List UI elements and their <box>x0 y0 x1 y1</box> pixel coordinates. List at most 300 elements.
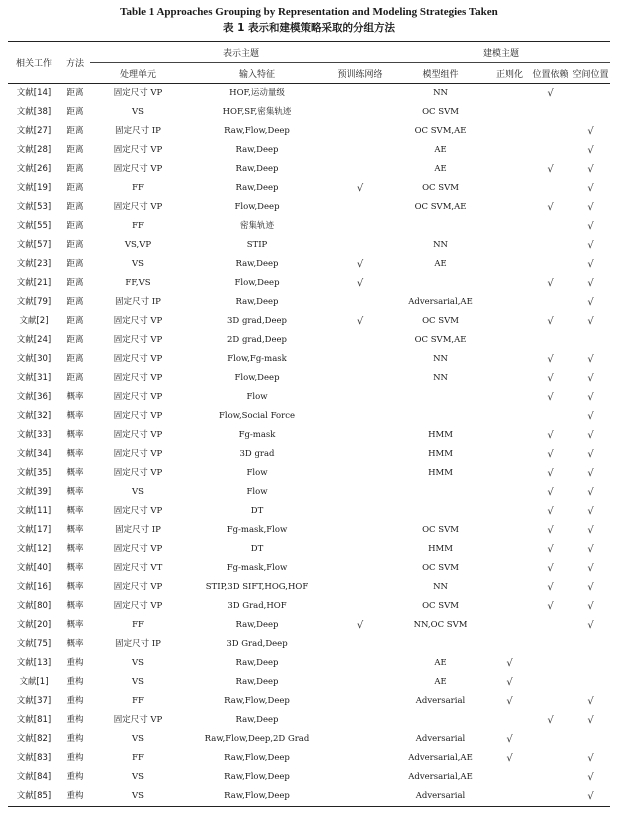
cell-processing-unit: VS <box>132 677 144 687</box>
cell-spatial-position: √ <box>587 278 594 289</box>
cell-spatial-position: √ <box>587 354 594 365</box>
cell-reference: 文献[31] <box>16 373 52 383</box>
cell-processing-unit: VS,VP <box>124 240 152 250</box>
cell-method: 概率 <box>66 544 84 554</box>
table-row <box>8 711 610 730</box>
cell-regularization: √ <box>506 734 513 745</box>
cell-spatial-position: √ <box>587 297 594 308</box>
cell-reference: 文献[11] <box>16 506 52 516</box>
cell-pretrained <box>328 578 392 597</box>
cell-reference: 文献[37] <box>16 696 52 706</box>
cell-model-component: NN <box>433 240 448 250</box>
table-row <box>8 787 610 807</box>
cell-processing-unit: VS <box>132 734 144 744</box>
cell-method: 重构 <box>66 658 84 668</box>
cell-spatial-position: √ <box>587 715 594 726</box>
cell-input-feature: Raw,Deep <box>235 145 279 155</box>
cell-method: 概率 <box>66 430 84 440</box>
cell-reference: 文献[24] <box>16 335 52 345</box>
table-row <box>8 255 610 274</box>
table-row <box>8 483 610 502</box>
cell-position-dependence: √ <box>547 506 554 517</box>
table-row <box>8 312 610 331</box>
table-row <box>8 426 610 445</box>
cell-method: 概率 <box>66 620 84 630</box>
cell-processing-unit: 固定尺寸 VP <box>113 354 163 364</box>
cell-position-dependence: √ <box>547 487 554 498</box>
cell-position-dependence <box>530 255 571 274</box>
cell-spatial-position <box>571 635 610 654</box>
cell-pretrained <box>328 293 392 312</box>
cell-pretrained <box>328 160 392 179</box>
cell-input-feature: Raw,Deep <box>235 183 279 193</box>
header-spatial-position: 空间位置 <box>571 63 610 84</box>
cell-input-feature: Raw,Deep <box>235 677 279 687</box>
cell-position-dependence <box>530 407 571 426</box>
cell-spatial-position: √ <box>587 411 594 422</box>
cell-method: 距离 <box>66 373 84 383</box>
cell-reference: 文献[32] <box>16 411 52 421</box>
cell-pretrained <box>328 445 392 464</box>
cell-reference: 文献[23] <box>16 259 52 269</box>
table-row <box>8 179 610 198</box>
cell-position-dependence: √ <box>547 430 554 441</box>
cell-method: 概率 <box>66 582 84 592</box>
cell-method: 距离 <box>66 126 84 136</box>
cell-method: 概率 <box>66 563 84 573</box>
cell-input-feature: Raw,Deep <box>235 297 279 307</box>
cell-reference: 文献[21] <box>16 278 52 288</box>
cell-spatial-position <box>571 654 610 673</box>
cell-spatial-position: √ <box>571 787 610 807</box>
cell-regularization <box>489 464 530 483</box>
cell-spatial-position: √ <box>587 183 594 194</box>
cell-model-component <box>392 388 489 407</box>
cell-regularization <box>489 711 530 730</box>
cell-position-dependence: √ <box>547 373 554 384</box>
cell-pretrained: √ <box>356 278 364 289</box>
cell-processing-unit: FF <box>132 221 144 231</box>
cell-position-dependence: √ <box>547 582 554 593</box>
cell-spatial-position: √ <box>587 392 594 403</box>
header-group-representation: 表示主题 <box>90 42 392 63</box>
cell-method: 距离 <box>66 107 84 117</box>
cell-reference: 文献[84] <box>16 772 52 782</box>
cell-position-dependence <box>530 768 571 787</box>
cell-regularization <box>489 502 530 521</box>
cell-input-feature: Raw,Flow,Deep <box>224 126 290 136</box>
cell-model-component: OC SVM,AE <box>414 202 467 212</box>
cell-position-dependence <box>530 730 571 749</box>
table-row <box>8 768 610 787</box>
cell-reference: 文献[16] <box>16 582 52 592</box>
cell-input-feature: 3D grad <box>239 449 275 459</box>
cell-regularization: √ <box>506 696 513 707</box>
cell-reference: 文献[17] <box>16 525 52 535</box>
cell-position-dependence: √ <box>547 88 554 99</box>
cell-spatial-position: √ <box>587 240 594 251</box>
cell-processing-unit: 固定尺寸 VP <box>113 88 163 98</box>
header-regularization: 正则化 <box>489 63 530 84</box>
cell-regularization <box>489 616 530 635</box>
cell-pretrained <box>328 521 392 540</box>
cell-processing-unit: 固定尺寸 IP <box>115 297 161 307</box>
cell-regularization: √ <box>506 677 513 688</box>
cell-input-feature: Fg-mask,Flow <box>226 563 288 573</box>
cell-pretrained <box>328 635 392 654</box>
cell-model-component: OC SVM,AE <box>414 126 467 136</box>
cell-model-component: AE <box>434 164 447 174</box>
table-row <box>8 236 610 255</box>
cell-regularization <box>489 369 530 388</box>
table-row <box>8 274 610 293</box>
cell-input-feature: HOF,运动量级 <box>229 88 285 98</box>
cell-processing-unit: 固定尺寸 VP <box>113 373 163 383</box>
table-row <box>8 103 610 122</box>
cell-method: 距离 <box>66 240 84 250</box>
cell-processing-unit: FF <box>132 696 144 706</box>
cell-regularization <box>489 141 530 160</box>
cell-processing-unit: 固定尺寸 VP <box>113 544 163 554</box>
cell-pretrained <box>328 483 392 502</box>
cell-spatial-position: √ <box>587 316 594 327</box>
cell-pretrained <box>328 597 392 616</box>
cell-method: 距离 <box>66 202 84 212</box>
cell-spatial-position: √ <box>587 145 594 156</box>
cell-position-dependence: √ <box>547 525 554 536</box>
cell-regularization <box>489 559 530 578</box>
cell-reference: 文献[36] <box>16 392 52 402</box>
cell-spatial-position: √ <box>587 620 594 631</box>
cell-processing-unit: VS <box>132 487 144 497</box>
cell-method: 距离 <box>66 145 84 155</box>
table-row <box>8 730 610 749</box>
cell-regularization <box>489 787 530 807</box>
cell-pretrained <box>328 331 392 350</box>
cell-position-dependence: √ <box>547 468 554 479</box>
cell-position-dependence <box>530 654 571 673</box>
table-row <box>8 445 610 464</box>
cell-reference: 文献[30] <box>16 354 52 364</box>
cell-model-component: NN <box>433 88 448 98</box>
cell-method: 距离 <box>66 183 84 193</box>
cell-spatial-position: √ <box>587 449 594 460</box>
cell-position-dependence: √ <box>547 316 554 327</box>
cell-processing-unit: 固定尺寸 VP <box>113 582 163 592</box>
cell-pretrained <box>328 122 392 141</box>
cell-processing-unit: VS <box>90 787 186 807</box>
cell-model-component: OC SVM <box>422 525 459 535</box>
approaches-table <box>8 41 610 807</box>
cell-method: 重构 <box>66 677 84 687</box>
cell-regularization <box>489 293 530 312</box>
cell-input-feature: STIP,3D SIFT,HOG,HOF <box>205 582 309 592</box>
cell-regularization <box>489 407 530 426</box>
cell-model-component: OC SVM <box>422 601 459 611</box>
table-row <box>8 369 610 388</box>
cell-reference: 文献[33] <box>16 430 52 440</box>
cell-spatial-position: √ <box>587 202 594 213</box>
cell-model-component: HMM <box>428 430 453 440</box>
cell-regularization <box>489 540 530 559</box>
cell-input-feature: DT <box>250 544 264 554</box>
cell-method: 距离 <box>66 278 84 288</box>
table-row <box>8 122 610 141</box>
cell-position-dependence: √ <box>547 164 554 175</box>
table-row <box>8 597 610 616</box>
cell-input-feature: 3D Grad,Deep <box>226 639 288 649</box>
cell-spatial-position: √ <box>587 221 594 232</box>
cell-spatial-position: √ <box>587 753 594 764</box>
cell-position-dependence: √ <box>547 715 554 726</box>
cell-input-feature: Raw,Flow,Deep,2D Grad <box>204 734 310 744</box>
header-position-dependence: 位置依赖 <box>530 63 571 84</box>
cell-pretrained <box>328 350 392 369</box>
cell-processing-unit: 固定尺寸 VP <box>113 430 163 440</box>
cell-spatial-position: √ <box>587 601 594 612</box>
cell-processing-unit: 固定尺寸 VP <box>113 715 163 725</box>
cell-regularization <box>489 312 530 331</box>
cell-position-dependence <box>530 331 571 350</box>
cell-reference: 文献[79] <box>16 297 52 307</box>
cell-processing-unit: 固定尺寸 IP <box>115 525 161 535</box>
table-title-en: Table 1 Approaches Grouping by Representation and Modeling Strategies Taken <box>120 6 498 18</box>
cell-method: 距离 <box>66 221 84 231</box>
cell-pretrained <box>328 654 392 673</box>
cell-method: 概率 <box>66 487 84 497</box>
table-row <box>8 350 610 369</box>
cell-spatial-position: √ <box>587 259 594 270</box>
cell-method: 重构 <box>66 753 84 763</box>
table-title-zh: 表 1 表示和建模策略采取的分组方法 <box>222 22 396 34</box>
cell-processing-unit: VS <box>132 107 144 117</box>
cell-pretrained <box>328 540 392 559</box>
cell-reference: 文献[1] <box>19 677 49 687</box>
cell-spatial-position <box>571 730 610 749</box>
cell-regularization <box>489 236 530 255</box>
cell-processing-unit: 固定尺寸 VT <box>113 563 163 573</box>
cell-position-dependence: √ <box>547 449 554 460</box>
cell-position-dependence: √ <box>547 563 554 574</box>
cell-spatial-position: √ <box>587 563 594 574</box>
cell-processing-unit: FF <box>132 753 144 763</box>
cell-processing-unit: FF,VS <box>125 278 151 288</box>
cell-input-feature: Raw,Deep <box>235 620 279 630</box>
cell-model-component: NN <box>433 354 448 364</box>
cell-reference: 文献[35] <box>16 468 52 478</box>
cell-regularization <box>489 445 530 464</box>
cell-reference: 文献[19] <box>16 183 52 193</box>
cell-regularization: √ <box>506 658 513 669</box>
cell-model-component: AE <box>434 145 447 155</box>
cell-reference: 文献[57] <box>16 240 52 250</box>
cell-pretrained: √ <box>356 620 364 631</box>
cell-input-feature: Raw,Flow,Deep <box>224 772 290 782</box>
cell-reference: 文献[53] <box>16 202 52 212</box>
cell-regularization <box>489 160 530 179</box>
cell-reference: 文献[14] <box>16 88 52 98</box>
cell-input-feature: 3D grad,Deep <box>227 316 287 326</box>
cell-processing-unit: 固定尺寸 VP <box>113 316 163 326</box>
cell-regularization <box>489 635 530 654</box>
cell-model-component: Adversarial <box>392 787 489 807</box>
table-row <box>8 559 610 578</box>
cell-pretrained <box>328 559 392 578</box>
cell-regularization <box>489 388 530 407</box>
cell-method: 概率 <box>66 392 84 402</box>
cell-spatial-position <box>571 673 610 692</box>
cell-reference: 文献[38] <box>16 107 52 117</box>
cell-model-component: Adversarial,AE <box>408 772 473 782</box>
cell-input-feature: Flow,Deep <box>234 202 280 212</box>
cell-pretrained <box>328 369 392 388</box>
cell-model-component <box>392 502 489 521</box>
cell-pretrained <box>328 217 392 236</box>
cell-position-dependence <box>530 236 571 255</box>
cell-method: 概率 <box>66 411 84 421</box>
cell-position-dependence <box>530 787 571 807</box>
cell-model-component: NN,OC SVM <box>413 620 468 630</box>
cell-pretrained <box>328 673 392 692</box>
cell-pretrained <box>328 787 392 807</box>
cell-processing-unit: 固定尺寸 VP <box>113 164 163 174</box>
cell-model-component: Adversarial <box>415 696 466 706</box>
cell-processing-unit: VS <box>132 259 144 269</box>
cell-processing-unit: 固定尺寸 VP <box>113 202 163 212</box>
cell-method: 距离 <box>66 316 84 326</box>
cell-spatial-position: √ <box>587 430 594 441</box>
cell-pretrained: √ <box>356 183 364 194</box>
cell-spatial-position: √ <box>587 164 594 175</box>
cell-input-feature: Flow,Fg-mask <box>227 354 287 364</box>
cell-pretrained <box>328 236 392 255</box>
cell-reference: 文献[40] <box>16 563 52 573</box>
header-unit: 处理单元 <box>90 63 186 84</box>
cell-method: 概率 <box>66 468 84 478</box>
cell-reference: 文献[13] <box>16 658 52 668</box>
cell-reference: 文献[39] <box>16 487 52 497</box>
cell-processing-unit: VS <box>132 658 144 668</box>
cell-model-component: OC SVM <box>422 316 459 326</box>
cell-regularization <box>489 350 530 369</box>
table-row <box>8 749 610 768</box>
cell-processing-unit: 固定尺寸 IP <box>115 639 161 649</box>
cell-model-component <box>392 274 489 293</box>
cell-reference: 文献[75] <box>16 639 52 649</box>
table-row <box>8 635 610 654</box>
cell-processing-unit: 固定尺寸 VP <box>113 411 163 421</box>
cell-reference: 文献[85] <box>8 787 60 807</box>
cell-reference: 文献[82] <box>16 734 52 744</box>
cell-input-feature: Raw,Flow,Deep <box>224 696 290 706</box>
cell-model-component: HMM <box>428 544 453 554</box>
cell-regularization <box>489 331 530 350</box>
cell-method: 距离 <box>66 335 84 345</box>
header-feature: 输入特征 <box>186 63 328 84</box>
cell-method: 重构 <box>66 772 84 782</box>
cell-model-component: AE <box>434 658 447 668</box>
table-row <box>8 84 610 104</box>
cell-input-feature: Flow <box>246 487 268 497</box>
table-row <box>8 616 610 635</box>
cell-regularization <box>489 122 530 141</box>
cell-input-feature: Raw,Deep <box>235 715 279 725</box>
cell-position-dependence: √ <box>547 392 554 403</box>
table-row <box>8 464 610 483</box>
cell-position-dependence: √ <box>547 202 554 213</box>
cell-method: 重构 <box>66 734 84 744</box>
cell-processing-unit: 固定尺寸 VP <box>113 145 163 155</box>
cell-pretrained: √ <box>356 316 364 327</box>
cell-position-dependence <box>530 749 571 768</box>
cell-spatial-position <box>571 331 610 350</box>
table-row <box>8 388 610 407</box>
table-row <box>8 578 610 597</box>
cell-regularization <box>489 255 530 274</box>
cell-method: 概率 <box>66 506 84 516</box>
cell-pretrained <box>328 711 392 730</box>
cell-reference: 文献[12] <box>16 544 52 554</box>
cell-method: 距离 <box>66 164 84 174</box>
cell-input-feature: 2D grad,Deep <box>227 335 287 345</box>
table-row <box>8 160 610 179</box>
cell-pretrained <box>328 388 392 407</box>
cell-input-feature: Flow <box>246 392 268 402</box>
cell-spatial-position: √ <box>587 772 594 783</box>
cell-input-feature: Raw,Flow,Deep <box>224 753 290 763</box>
cell-pretrained <box>328 749 392 768</box>
cell-regularization: √ <box>506 753 513 764</box>
cell-model-component: OC SVM <box>422 563 459 573</box>
cell-pretrained <box>328 407 392 426</box>
cell-reference: 文献[27] <box>16 126 52 136</box>
cell-input-feature: Flow,Deep <box>234 373 280 383</box>
table-row <box>8 293 610 312</box>
cell-position-dependence <box>530 293 571 312</box>
cell-model-component <box>392 483 489 502</box>
cell-method: 重构 <box>66 696 84 706</box>
cell-pretrained: √ <box>356 259 364 270</box>
cell-model-component: HMM <box>428 449 453 459</box>
cell-reference: 文献[81] <box>16 715 52 725</box>
table-row <box>8 217 610 236</box>
cell-regularization <box>489 103 530 122</box>
table-row <box>8 540 610 559</box>
cell-model-component: AE <box>434 259 447 269</box>
header-component: 模型组件 <box>392 63 489 84</box>
cell-input-feature: Raw,Deep <box>235 658 279 668</box>
cell-input-feature: HOF,SF,密集轨迹 <box>222 107 292 117</box>
cell-position-dependence: √ <box>547 544 554 555</box>
cell-reference: 文献[83] <box>16 753 52 763</box>
cell-model-component <box>392 635 489 654</box>
cell-input-feature: Flow <box>246 468 268 478</box>
cell-method: 概率 <box>66 449 84 459</box>
cell-position-dependence: √ <box>547 354 554 365</box>
header-pretrained: 预训练网络 <box>328 63 392 84</box>
cell-reference: 文献[2] <box>19 316 49 326</box>
cell-input-feature: 密集轨迹 <box>239 221 274 231</box>
cell-spatial-position: √ <box>587 544 594 555</box>
cell-method: 概率 <box>66 525 84 535</box>
cell-position-dependence: √ <box>547 601 554 612</box>
cell-regularization <box>489 768 530 787</box>
cell-pretrained <box>328 768 392 787</box>
cell-position-dependence <box>530 122 571 141</box>
cell-regularization <box>489 578 530 597</box>
cell-pretrained <box>328 464 392 483</box>
cell-input-feature: Raw,Deep <box>235 164 279 174</box>
